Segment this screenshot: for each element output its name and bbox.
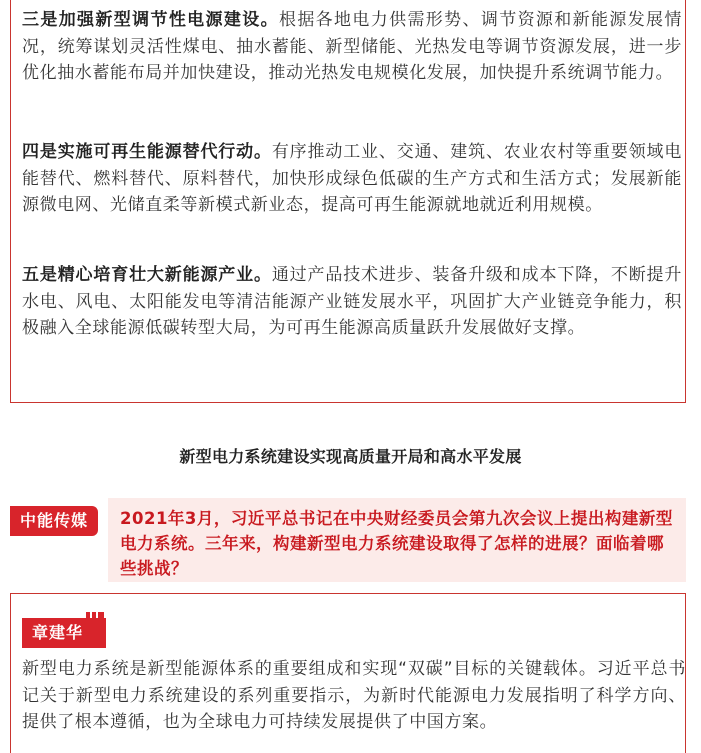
speaker-tag: 章建华 [22,618,106,648]
policy-point-5 [22,262,682,342]
answer-text: 新型电力系统是新型能源体系的重要组成和实现“双碳”目标的关键载体。习近平总书记关于新型电力系统建设的系列重要指示，为新时代能源电力发展指明了科学方向、提供了根本遵循，也为全球电力可持续发展提供了中国方案。 [22,659,686,732]
source-badge: 中能传媒 [10,506,98,536]
policy-point-4-body: 有序推动工业、交通、建筑、农业农村等重要领域电能替代、燃料替代、原料替代，加快形成绿色低碳的生产方式和生活方式；发展新能源微电网、光储直柔等新模式新业态，提高可再生能源就地就近利用规模。 [22,142,682,215]
question-row [10,498,686,582]
policy-point-5-body: 通过产品技术进步、装备升级和成本下降，不断提升水电、风电、太阳能发电等清洁能源产业链发展水平，巩固扩大产业链竞争能力，积极融入全球能源低碳转型大局，为可再生能源高质量跃升发展做好支撑。 [22,265,682,338]
policy-point-4-lead: 四是实施可再生能源替代行动。 [22,142,272,162]
policy-point-3 [22,7,682,87]
policy-point-3-lead: 三是加强新型调节性电源建设。 [22,10,279,30]
section-title: 新型电力系统建设实现高质量开局和高水平发展 [179,447,522,466]
policy-point-4 [22,139,682,219]
question-text: 2021年3月，习近平总书记在中央财经委员会第九次会议上提出构建新型电力系统。三年来，构建新型电力系统建设取得了怎样的进展？面临着哪些挑战？ [108,498,686,582]
policy-point-3-body: 根据各地电力供需形势、调节资源和新能源发展情况，统筹谋划灵活性煤电、抽水蓄能、新型储能、光热发电等调节资源发展，进一步优化抽水蓄能布局并加快建设，推动光热发电规模化发展，加快提升系统调节能力。 [22,10,683,83]
policy-point-5-lead: 五是精心培育壮大新能源产业。 [22,265,272,285]
